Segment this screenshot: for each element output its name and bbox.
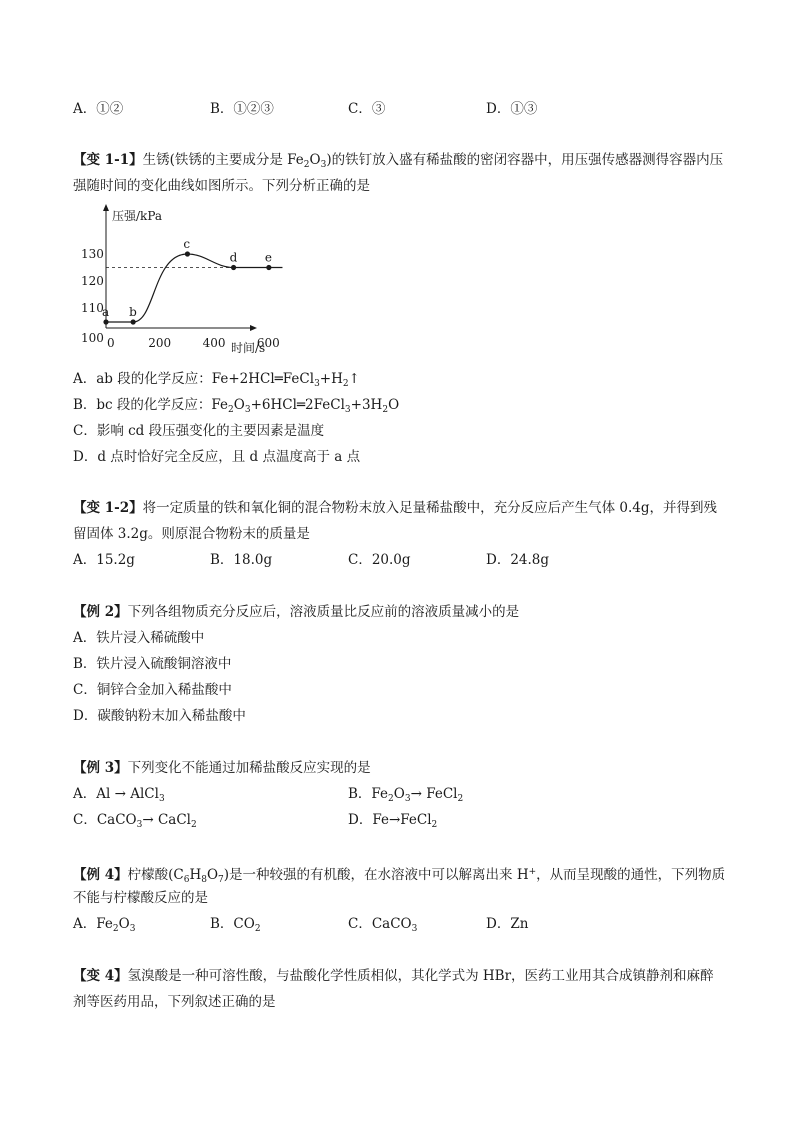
pressure-time-chart (73, 198, 293, 363)
option-a: A．铁片浸入稀硫酸中 (73, 630, 205, 646)
sub: 3 (314, 379, 320, 389)
text: → CaCl (142, 812, 191, 828)
text: C．CaCO (348, 916, 412, 932)
option-b (73, 396, 399, 419)
text: 氢溴酸是一种可溶性酸，与盐酸化学性质相似，其化学式为 HBr，医药工业用其合成镇静剂和麻醉 (127, 968, 714, 984)
text: O (388, 397, 400, 413)
x-axis-arrow-icon (250, 325, 257, 331)
x-tick-label: 0 (107, 336, 115, 350)
data-point-c (185, 251, 190, 256)
y-axis-label: 压强/kPa (112, 209, 163, 223)
question-tag: 【变 1-1】 (73, 152, 143, 168)
question-stem (73, 151, 723, 174)
x-axis-label: 时间/s (231, 341, 266, 355)
question-stem-line2: 剂等医药用品，下列叙述正确的是 (73, 994, 276, 1010)
option-b: B．铁片浸入硫酸铜溶液中 (73, 656, 232, 672)
text: +6HCl═2FeCl (250, 397, 345, 413)
sub: 3 (411, 924, 418, 934)
text: O (206, 867, 219, 883)
question-tag: 【变 1-2】 (73, 500, 143, 516)
y-tick-label: 120 (81, 274, 104, 288)
text: B．CO (210, 916, 255, 932)
sub: 2 (190, 820, 197, 830)
x-tick-label: 600 (256, 336, 280, 350)
y-tick-label: 110 (81, 301, 104, 315)
option-d: D．①③ (486, 101, 538, 117)
text: O (118, 916, 130, 932)
point-label-a: a (102, 305, 110, 319)
sub: 3 (244, 405, 251, 415)
y-axis-arrow-icon (103, 204, 109, 211)
y-tick-label: 100 (81, 331, 104, 345)
question-tag: 【变 4】 (73, 968, 128, 984)
text: B．bc 段的化学反应：Fe (73, 397, 229, 413)
option-b (210, 915, 261, 938)
data-point-d (231, 265, 236, 270)
text: O (309, 152, 321, 168)
question-stem (73, 603, 519, 621)
sub: 3 (158, 794, 165, 804)
option-c: C．③ (348, 101, 386, 117)
text: O (393, 786, 405, 802)
sub: 7 (218, 875, 224, 885)
x-tick-label: 200 (148, 336, 172, 350)
option-a (73, 785, 165, 808)
option-c: C．20.0g (348, 552, 411, 568)
text: 下列各组物质充分反应后，溶液质量比反应前的溶液质量减小的是 (127, 604, 520, 620)
sub: 2 (342, 379, 349, 389)
question-stem-line2: 不能与柠檬酸反应的是 (73, 890, 208, 906)
sub: 3 (320, 160, 327, 170)
text: 生锈(铁锈的主要成分是 Fe (142, 152, 304, 168)
question-stem (73, 759, 371, 777)
text: A．ab 段的化学反应：Fe+2HCl═FeCl (73, 371, 315, 387)
question-tag: 【例 4】 (73, 867, 128, 883)
option-b (348, 785, 463, 808)
text: B．Fe (348, 786, 389, 802)
option-a (73, 915, 135, 938)
option-c (348, 915, 417, 938)
text: A．Al → AlCl (73, 786, 159, 802)
arrow-up-icon: ↑ (348, 371, 360, 387)
data-point-e (266, 265, 271, 270)
option-c (73, 811, 197, 834)
text: )的铁钉放入盛有稀盐酸的密闭容器中，用压强传感器测得容器内压 (326, 152, 724, 168)
text: C．CaCO (73, 812, 137, 828)
sub: 3 (344, 405, 351, 415)
option-a: A．15.2g (73, 552, 135, 568)
option-b: B．①②③ (210, 101, 274, 117)
option-d: D．碳酸钠粉末加入稀盐酸中 (73, 708, 246, 724)
text: → FeCl (410, 786, 458, 802)
text: +3H (350, 397, 383, 413)
question-tag: 【例 2】 (73, 604, 128, 620)
text: A．Fe (73, 916, 113, 932)
option-a: A．①② (73, 101, 124, 117)
text: D．Fe→FeCl (348, 812, 432, 828)
point-label-e: e (264, 250, 272, 265)
sub: 3 (129, 924, 136, 934)
sub: 2 (388, 794, 394, 804)
text: 柠檬酸(C (127, 867, 184, 883)
text: ，从而呈现酸的通性，下列物质 (536, 867, 726, 883)
sub: 2 (431, 820, 438, 830)
point-label-c: c (183, 237, 191, 251)
option-d (348, 811, 437, 834)
option-b: B．18.0g (210, 552, 273, 568)
sub: 2 (303, 160, 310, 170)
question-stem (73, 499, 717, 517)
sub: 3 (404, 794, 411, 804)
question-stem-line2: 强随时间的变化曲线如图所示。下列分析正确的是 (73, 178, 370, 194)
point-label-d: d (229, 250, 238, 265)
sub: 2 (457, 794, 464, 804)
option-c: C．铜锌合金加入稀盐酸中 (73, 682, 232, 698)
data-point-a (103, 319, 108, 324)
sub: 2 (254, 924, 261, 934)
sub: 2 (228, 405, 234, 415)
option-d: D．24.8g (486, 552, 550, 568)
x-tick-label: 400 (202, 336, 226, 350)
text: +H (319, 371, 343, 387)
text: O (233, 397, 245, 413)
question-stem (73, 967, 714, 985)
text: 将一定质量的铁和氧化铜的混合物粉末放入足量稀盐酸中，充分反应后产生气体 0.4g，并得到残 (142, 500, 717, 516)
data-point-b (131, 319, 136, 324)
text: )是一种较强的有机酸，在水溶液中可以解离出来 H (223, 867, 529, 883)
question-stem-line2: 留固体 3.2g。则原混合物粉末的质量是 (73, 526, 310, 542)
option-c: C．影响 cd 段压强变化的主要因素是温度 (73, 423, 325, 439)
sup: + (528, 867, 537, 877)
text: 下列变化不能通过加稀盐酸反应实现的是 (127, 760, 371, 776)
sub: 2 (112, 924, 119, 934)
question-tag: 【例 3】 (73, 760, 128, 776)
sub: 8 (201, 875, 207, 885)
text: H (189, 867, 202, 883)
option-d: D．d 点时恰好完全反应，且 d 点温度高于 a 点 (73, 449, 361, 465)
sub: 2 (382, 405, 389, 415)
option-d: D．Zn (486, 916, 529, 932)
question-stem (73, 863, 725, 889)
sub: 3 (136, 820, 143, 830)
y-tick-label: 130 (81, 247, 104, 261)
option-a (73, 370, 360, 393)
sub: 6 (183, 875, 190, 885)
point-label-b: b (129, 305, 137, 319)
